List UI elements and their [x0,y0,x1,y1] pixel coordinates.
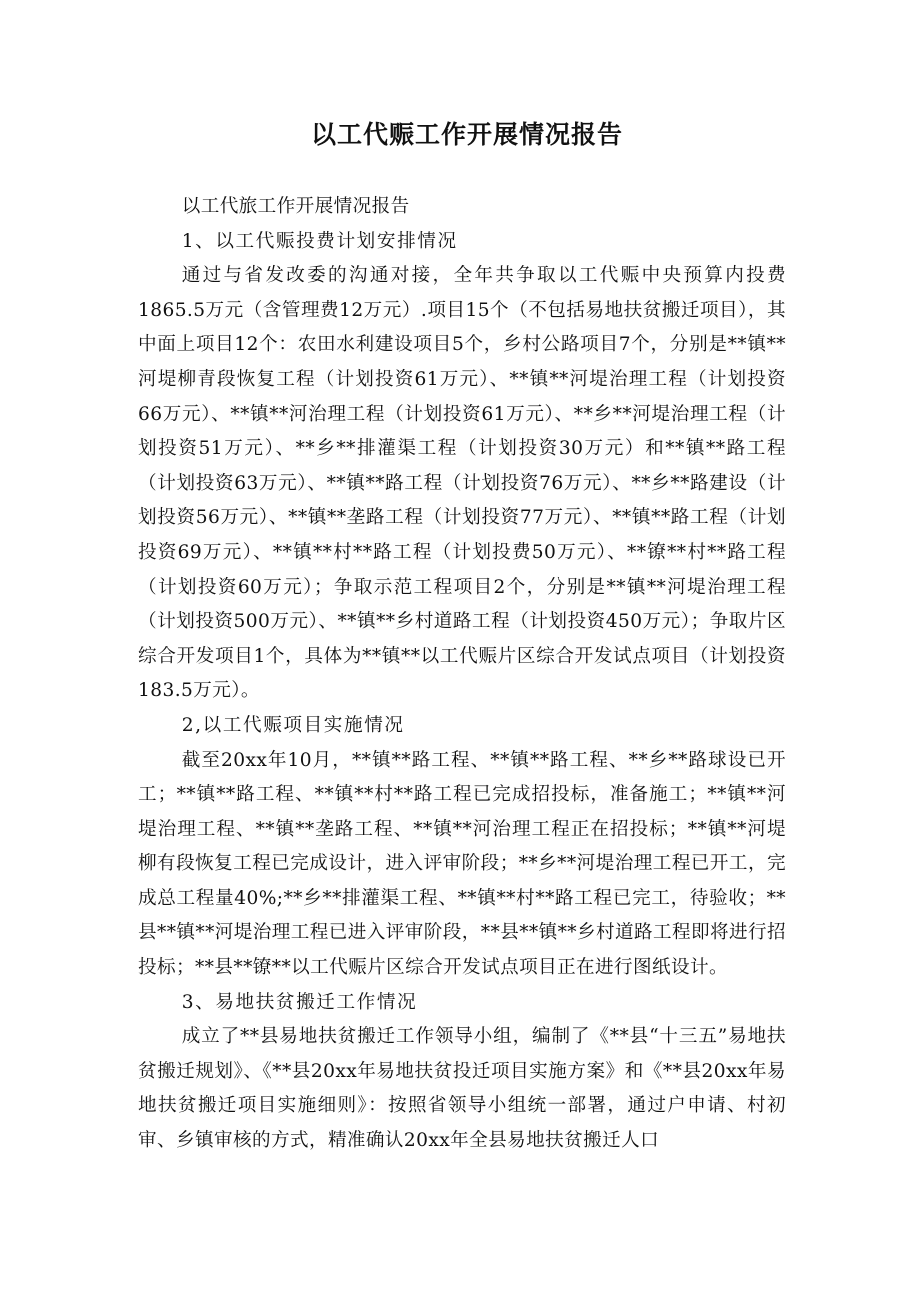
body-paragraph: 截至20xx年10月，**镇**路工程、**镇**路工程、**乡**路球设已开工；**镇**路工程、**镇**村**路工程已完成招投标，准备施工；**镇**河堤治理工程、**镇**垄路工程、**镇**河治理工程正在招投标；**镇**河堤柳有段恢复工程已完成设计，进入评审阶段；**乡**河堤治理工程已开工，完成总工程量40%;**乡**排灌渠工程、**镇**村**路工程已完工，待验收；**县**镇**河堤治理工程已进入评审阶段，**县**镇**乡村道路工程即将进行招投标；**县**镣**以工代赈片区综合开发试点项目正在进行图纸设计。 [138,749,786,979]
section-heading-1: 1、以工代赈投费计划安排情况 [181,230,458,252]
document-title: 以工代赈工作开展情况报告 [310,120,623,149]
body-paragraph: 成立了**县易地扶贫搬迁工作领导小组，编制了《**县“十三五”易地扶贫搬迁规划》、《**县20xx年易地扶贫投迁项目实施方案》和《**县20xx年易地扶贫搬迁项目实施细则》：按照省领导小组统一部署，通过户申请、村初审、乡镇审核的方式，精准确认20xx年全县易地扶贫搬迁人口 [138,1026,786,1152]
body-paragraph: 通过与省发改委的沟通对接，全年共争取以工代赈中央预算内投费1865.5万元（含管理费12万元）.项目15个（不包括易地扶贫搬迁项目），其中面上项目12个：农田水利建设项目5个，乡村公路项目7个，分别是**镇**河堤柳青段恢复工程（计划投资61万元）、**镇**河堤治理工程（计划投资66万元）、**镇**河治理工程（计划投资61万元）、**乡**河堤治理工程（计划投资51万元）、**乡**排灌渠工程（计划投资30万元）和**镇**路工程（计划投资63万元）、**镇**路工程（计划投资76万元）、**乡**路建设（计划投资56万元）、**镇**垄路工程（计划投资77万元）、**镇**路工程（计划投资69万元）、**镇**村**路工程（计划投费50万元）、**镣**村**路工程（计划投资60万元）；争取示范工程项目2个，分别是**镇**河堤治理工程（计划投资500万元）、**镇**乡村道路工程（计划投资450万元）；争取片区综合开发项目1个，具体为**镇**以工代赈片区综合开发试点项目（计划投资183.5万元）。 [138,265,786,702]
section-heading-2: 2,以工代赈项目实施情况 [181,714,405,736]
body-paragraph-subtitle: 以工代旅工作开展情况报告 [181,196,410,217]
section-heading-3: 3、易地扶贫搬迁工作情况 [181,991,418,1013]
document-body [138,190,786,1159]
